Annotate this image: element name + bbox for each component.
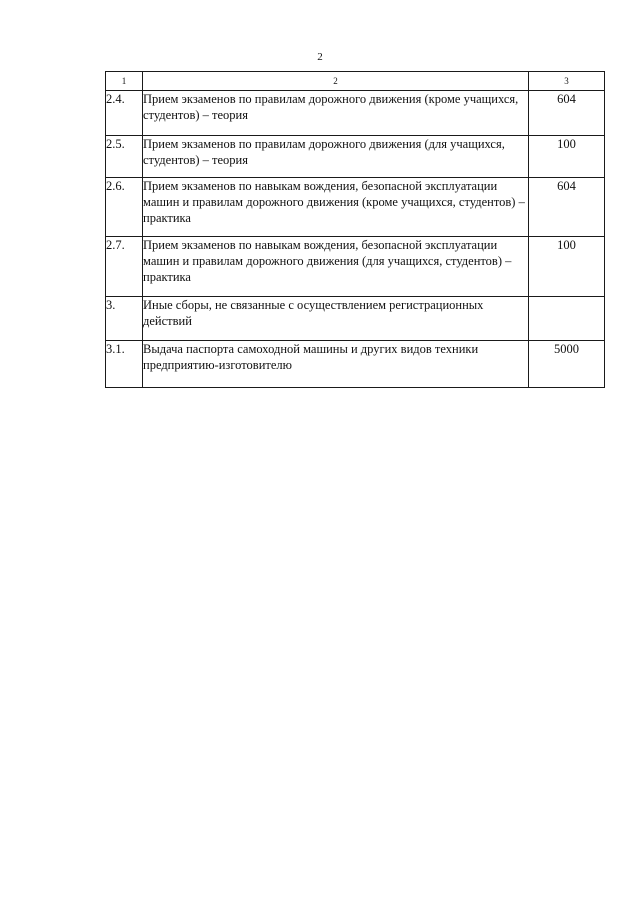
row-value: 100 (529, 136, 605, 178)
row-description: Прием экзаменов по навыкам вождения, безопасной эксплуатации машин и правилам дорожного движения (для учащихся, студентов) – практика (143, 237, 529, 297)
table-row (106, 91, 605, 136)
fees-table (105, 71, 605, 388)
table-header-row (106, 72, 605, 91)
row-value: 604 (529, 91, 605, 136)
column-header-2: 2 (143, 72, 529, 91)
row-description: Иные сборы, не связанные с осуществлением регистрационных действий (143, 297, 529, 341)
row-number: 2.5. (106, 136, 143, 178)
row-description: Выдача паспорта самоходной машины и других видов техники предприятию-изготовителю (143, 341, 529, 388)
row-number: 3.1. (106, 341, 143, 388)
row-value: 604 (529, 178, 605, 237)
column-header-3: 3 (529, 72, 605, 91)
row-description: Прием экзаменов по навыкам вождения, безопасной эксплуатации машин и правилам дорожного движения (кроме учащихся, студентов) – практика (143, 178, 529, 237)
row-description: Прием экзаменов по правилам дорожного движения (кроме учащихся, студентов) – теория (143, 91, 529, 136)
row-description: Прием экзаменов по правилам дорожного движения (для учащихся, студентов) – теория (143, 136, 529, 178)
row-number: 2.4. (106, 91, 143, 136)
table-row (106, 297, 605, 341)
row-value (529, 297, 605, 341)
row-number: 2.6. (106, 178, 143, 237)
row-value: 5000 (529, 341, 605, 388)
row-value: 100 (529, 237, 605, 297)
column-header-1: 1 (106, 72, 143, 91)
table-row (106, 178, 605, 237)
page-number: 2 (317, 51, 323, 63)
table-row (106, 341, 605, 388)
table-row (106, 136, 605, 178)
table-row (106, 237, 605, 297)
row-number: 3. (106, 297, 143, 341)
row-number: 2.7. (106, 237, 143, 297)
